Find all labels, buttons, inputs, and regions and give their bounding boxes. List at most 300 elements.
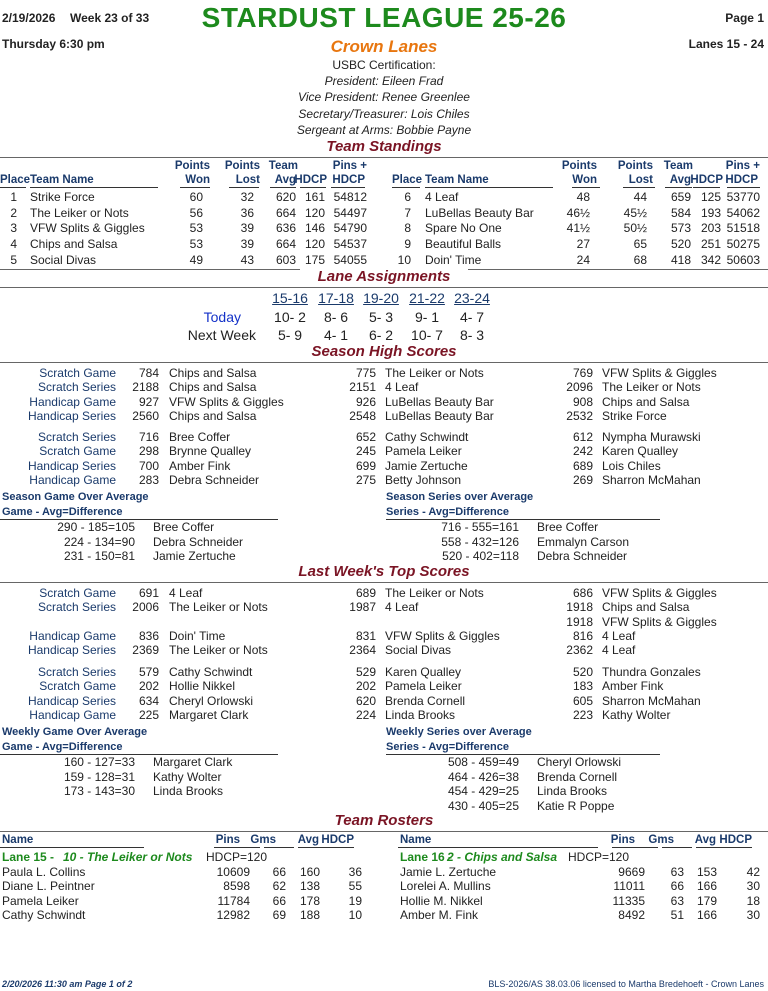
score-name: The Leiker or Nots bbox=[169, 643, 268, 658]
roster-header-name: Name bbox=[2, 834, 34, 846]
roster-player-avg: 188 bbox=[299, 908, 320, 923]
standing-lost: 39 bbox=[240, 221, 254, 236]
series-over-calc: 430 - 405=25 bbox=[447, 798, 519, 813]
standing-place: 6 bbox=[404, 190, 411, 204]
header-underline bbox=[331, 187, 365, 188]
header-underline bbox=[270, 187, 296, 188]
score-label: Scratch Game bbox=[39, 679, 116, 694]
score-name: Social Divas bbox=[385, 643, 452, 658]
last-week-title: Last Week's Top Scores bbox=[298, 563, 470, 580]
score-value: 224 bbox=[355, 707, 376, 722]
roster-header-avg: Avg bbox=[694, 834, 716, 846]
standing-won: 53 bbox=[189, 237, 203, 252]
header-underline bbox=[264, 847, 294, 848]
score-value: 1987 bbox=[349, 600, 376, 615]
standing-won: 46½ bbox=[566, 205, 590, 220]
game-over-calc: 231 - 150=81 bbox=[63, 549, 135, 564]
roster-player-hdcp: 55 bbox=[348, 879, 362, 894]
standing-avg: 664 bbox=[275, 237, 296, 252]
score-name: Debra Schneider bbox=[169, 472, 260, 487]
lanes-range: Lanes 15 - 24 bbox=[688, 37, 764, 51]
standing-team: Beautiful Balls bbox=[425, 237, 502, 252]
standing-hdcp: 120 bbox=[304, 237, 325, 252]
standing-place: 8 bbox=[404, 221, 411, 236]
header-underline bbox=[229, 187, 259, 188]
game-over-calc: 159 - 128=31 bbox=[63, 769, 135, 784]
officer-line: USBC Certification: bbox=[332, 58, 436, 72]
roster-player-pins: 11335 bbox=[612, 893, 645, 908]
roster-player-pins: 11011 bbox=[613, 879, 645, 894]
header-place: Place bbox=[392, 174, 423, 186]
series-over-name: Cheryl Orlowski bbox=[537, 755, 622, 769]
standing-place: 2 bbox=[10, 205, 17, 220]
roster-header-hdcp: HDCP bbox=[321, 834, 354, 846]
score-value: 652 bbox=[355, 430, 376, 444]
score-label: Scratch Game bbox=[39, 366, 116, 380]
roster-player-avg: 153 bbox=[696, 865, 717, 879]
score-name: Doin' Time bbox=[169, 629, 226, 643]
score-name: Nympha Murawski bbox=[602, 430, 701, 444]
score-label: Handicap Series bbox=[27, 643, 116, 658]
score-label: Handicap Game bbox=[29, 629, 116, 643]
score-name: VFW Splits & Giggles bbox=[385, 629, 500, 643]
standing-won: 53 bbox=[189, 221, 203, 236]
score-name: Hollie Nikkel bbox=[169, 679, 236, 694]
standing-pins: 54812 bbox=[333, 190, 367, 204]
roster-team-hdcp: HDCP=120 bbox=[206, 850, 268, 864]
score-name: Chips and Salsa bbox=[169, 380, 257, 395]
score-label: Handicap Game bbox=[29, 472, 116, 487]
roster-player-hdcp: 36 bbox=[348, 865, 362, 879]
header-points-won: Points bbox=[174, 160, 210, 172]
score-value: 2369 bbox=[132, 643, 159, 658]
standing-hdcp: 342 bbox=[700, 252, 721, 267]
score-name: The Leiker or Nots bbox=[385, 366, 484, 380]
divider bbox=[0, 157, 768, 158]
divider bbox=[0, 582, 768, 583]
score-value: 223 bbox=[572, 707, 593, 722]
standing-won: 48 bbox=[576, 190, 590, 204]
game-over-name: Bree Coffer bbox=[153, 520, 215, 534]
officer-line: Vice President: Renee Greenlee bbox=[298, 90, 470, 105]
score-name: Cathy Schwindt bbox=[385, 430, 469, 444]
standing-avg: 620 bbox=[275, 190, 296, 204]
standing-pins: 51518 bbox=[726, 221, 760, 236]
score-label: Scratch Series bbox=[37, 380, 116, 395]
standing-won: 41½ bbox=[566, 221, 590, 236]
game-over-average-title: Season Game Over Average bbox=[2, 491, 149, 503]
score-value: 242 bbox=[572, 444, 593, 459]
standing-team: 4 Leaf bbox=[425, 190, 459, 204]
series-over-calc: 508 - 459=49 bbox=[447, 755, 519, 769]
standing-pins: 50603 bbox=[726, 252, 760, 267]
series-over-name: Brenda Cornell bbox=[537, 769, 618, 784]
game-over-name: Kathy Wolter bbox=[153, 769, 222, 784]
standing-pins: 50275 bbox=[726, 237, 760, 252]
standing-pins: 54790 bbox=[333, 221, 367, 236]
officer-line: Sergeant at Arms: Bobbie Payne bbox=[296, 122, 472, 137]
game-over-calc: 290 - 185=105 bbox=[57, 520, 135, 534]
score-value: 2096 bbox=[566, 380, 593, 395]
week-label: Week 23 of 33 bbox=[70, 11, 150, 25]
score-value: 283 bbox=[138, 472, 159, 487]
score-value: 2188 bbox=[132, 380, 159, 395]
score-value: 579 bbox=[138, 665, 159, 679]
score-value: 520 bbox=[572, 665, 593, 679]
score-label: Scratch Series bbox=[37, 665, 116, 679]
header-team-avg: Team bbox=[268, 160, 298, 172]
roster-player-pins: 12982 bbox=[216, 908, 250, 923]
score-label: Handicap Series bbox=[27, 693, 116, 708]
score-label: Handicap Series bbox=[27, 408, 116, 423]
roster-player-avg: 166 bbox=[696, 879, 717, 894]
score-name: Kathy Wolter bbox=[602, 707, 671, 722]
score-name: Lois Chiles bbox=[602, 458, 661, 473]
today-match: 9- 1 bbox=[414, 309, 440, 325]
score-name: LuBellas Beauty Bar bbox=[385, 408, 494, 423]
next-week-match: 6- 2 bbox=[368, 327, 394, 343]
next-week-match: 10- 7 bbox=[411, 327, 443, 343]
standing-pins: 53770 bbox=[726, 190, 760, 204]
roster-header-pins: Pins bbox=[610, 834, 635, 846]
game-over-name: Debra Schneider bbox=[153, 534, 244, 549]
header-underline bbox=[398, 847, 598, 848]
series-over-average-title: Weekly Series over Average bbox=[386, 726, 532, 738]
score-value: 1918 bbox=[566, 614, 593, 629]
score-name: Sharron McMahan bbox=[602, 472, 701, 487]
header-underline bbox=[693, 187, 720, 188]
officer-line: President: Eileen Frad bbox=[324, 74, 444, 89]
score-name: 4 Leaf bbox=[385, 600, 419, 615]
header-points-lost: Lost bbox=[235, 174, 260, 186]
lane-pair-header: 17-18 bbox=[318, 290, 354, 306]
score-value: 926 bbox=[355, 394, 376, 409]
standing-hdcp: 125 bbox=[700, 190, 721, 204]
standing-place: 10 bbox=[397, 252, 411, 267]
roster-player-hdcp: 19 bbox=[348, 893, 362, 908]
score-label: Scratch Series bbox=[37, 600, 116, 615]
game-over-name: Margaret Clark bbox=[153, 755, 233, 769]
score-name: Thundra Gonzales bbox=[602, 665, 701, 679]
header-pins-hdcp: Pins + bbox=[725, 160, 760, 172]
standing-place: 1 bbox=[10, 190, 17, 204]
next-week-match: 4- 1 bbox=[323, 327, 349, 343]
header-points-lost: Points bbox=[224, 160, 260, 172]
roster-lane: Lane 16 - bbox=[400, 850, 453, 864]
score-name: VFW Splits & Giggles bbox=[602, 366, 717, 380]
score-name: Pamela Leiker bbox=[385, 679, 462, 694]
standing-place: 3 bbox=[10, 221, 17, 236]
header-pins-hdcp: HDCP bbox=[332, 174, 365, 186]
standing-avg: 520 bbox=[670, 237, 691, 252]
score-name: Strike Force bbox=[602, 408, 667, 423]
score-name: Betty Johnson bbox=[385, 472, 462, 487]
standing-won: 27 bbox=[576, 237, 590, 252]
footer-print-info: 2/20/2026 11:30 am Page 1 of 2 bbox=[2, 979, 133, 989]
roster-player-name: Jamie L. Zertuche bbox=[400, 865, 497, 879]
roster-player-pins: 8492 bbox=[618, 908, 645, 923]
score-label: Scratch Game bbox=[39, 586, 116, 600]
today-match: 10- 2 bbox=[274, 309, 306, 325]
score-value: 2560 bbox=[132, 408, 159, 423]
score-value: 298 bbox=[138, 444, 159, 459]
score-value: 836 bbox=[138, 629, 159, 643]
score-name: Amber Fink bbox=[602, 679, 664, 694]
score-value: 769 bbox=[572, 366, 593, 380]
roster-player-pins: 8598 bbox=[223, 879, 250, 894]
score-value: 1918 bbox=[566, 600, 593, 615]
series-over-calc: 454 - 429=25 bbox=[447, 784, 519, 799]
standing-hdcp: 146 bbox=[304, 221, 325, 236]
roster-player-avg: 138 bbox=[299, 879, 320, 894]
score-name: Chips and Salsa bbox=[169, 366, 257, 380]
header-underline bbox=[300, 187, 326, 188]
standing-lost: 44 bbox=[633, 190, 647, 204]
roster-player-pins: 10609 bbox=[216, 865, 250, 879]
roster-player-avg: 179 bbox=[696, 893, 717, 908]
standing-lost: 68 bbox=[633, 252, 647, 267]
game-over-calc: 224 - 134=90 bbox=[63, 534, 135, 549]
score-name: Sharron McMahan bbox=[602, 693, 701, 708]
header-hdcp: HDCP bbox=[294, 174, 327, 186]
header-pins-hdcp: HDCP bbox=[725, 174, 758, 186]
today-match: 5- 3 bbox=[368, 309, 394, 325]
footer-license: BLS-2026/AS 38.03.06 licensed to Martha Bredehoeft - Crown Lanes bbox=[488, 979, 764, 989]
score-name: Brenda Cornell bbox=[385, 693, 466, 708]
score-value: 529 bbox=[355, 665, 376, 679]
score-value: 275 bbox=[355, 472, 376, 487]
score-name: 4 Leaf bbox=[602, 643, 636, 658]
header-team-avg: Avg bbox=[274, 174, 296, 186]
series-over-name: Bree Coffer bbox=[537, 520, 599, 534]
score-name: VFW Splits & Giggles bbox=[602, 586, 717, 600]
game-over-name: Linda Brooks bbox=[153, 784, 224, 799]
header-underline bbox=[392, 187, 420, 188]
standing-place: 9 bbox=[404, 237, 411, 252]
score-value: 183 bbox=[572, 679, 593, 694]
score-name: Chips and Salsa bbox=[169, 408, 257, 423]
score-value: 605 bbox=[572, 693, 593, 708]
header-underline bbox=[623, 187, 655, 188]
score-value: 784 bbox=[138, 366, 159, 380]
score-value: 686 bbox=[572, 586, 593, 600]
series-over-name: Debra Schneider bbox=[537, 549, 628, 564]
standing-team: VFW Splits & Giggles bbox=[30, 221, 145, 236]
roster-player-hdcp: 42 bbox=[746, 865, 760, 879]
today-match: 4- 7 bbox=[459, 309, 485, 325]
score-value: 225 bbox=[138, 707, 159, 722]
standing-lost: 39 bbox=[240, 237, 254, 252]
roster-player-name: Cathy Schwindt bbox=[2, 908, 86, 923]
roster-header-gms: Gms bbox=[648, 834, 674, 846]
score-name: 4 Leaf bbox=[385, 380, 419, 395]
header-hdcp: HDCP bbox=[690, 174, 723, 186]
score-name: Karen Qualley bbox=[385, 665, 462, 679]
header-points-lost: Points bbox=[617, 160, 653, 172]
header-underline bbox=[180, 187, 210, 188]
today-match: 8- 6 bbox=[323, 309, 349, 325]
header-team-name: Team Name bbox=[425, 174, 489, 186]
league-title: STARDUST LEAGUE 25-26 bbox=[201, 2, 567, 33]
series-over-calc: 716 - 555=161 bbox=[441, 520, 519, 534]
standings-title: Team Standings bbox=[326, 138, 442, 155]
score-name: VFW Splits & Giggles bbox=[602, 614, 717, 629]
standing-lost: 45½ bbox=[623, 205, 647, 220]
score-name: Margaret Clark bbox=[169, 707, 249, 722]
header-underline bbox=[0, 847, 144, 848]
series-over-average-subtitle: Series - Avg=Difference bbox=[386, 741, 509, 753]
roster-player-pins: 11784 bbox=[217, 893, 250, 908]
roster-player-name: Pamela Leiker bbox=[2, 893, 79, 908]
standing-lost: 43 bbox=[240, 252, 254, 267]
standing-won: 49 bbox=[189, 252, 203, 267]
roster-player-name: Paula L. Collins bbox=[2, 865, 86, 879]
score-label: Handicap Game bbox=[29, 394, 116, 409]
roster-player-name: Lorelei A. Mullins bbox=[400, 879, 491, 894]
score-name: Linda Brooks bbox=[385, 707, 456, 722]
score-value: 269 bbox=[572, 472, 593, 487]
roster-player-games: 66 bbox=[670, 879, 684, 894]
score-name: Amber Fink bbox=[169, 458, 231, 473]
header-pins-hdcp: Pins + bbox=[332, 160, 367, 172]
score-value: 620 bbox=[355, 693, 376, 708]
header-team-avg: Team bbox=[663, 160, 693, 172]
score-value: 689 bbox=[572, 458, 593, 473]
series-over-name: Katie R Poppe bbox=[537, 798, 615, 813]
standing-team: Chips and Salsa bbox=[30, 237, 118, 252]
score-value: 831 bbox=[355, 629, 376, 643]
standing-won: 60 bbox=[189, 190, 203, 204]
standing-place: 7 bbox=[404, 205, 411, 220]
standing-avg: 603 bbox=[275, 252, 296, 267]
header-points-won: Won bbox=[572, 174, 597, 186]
standing-avg: 664 bbox=[275, 205, 296, 220]
rosters-title: Team Rosters bbox=[334, 812, 434, 829]
roster-player-avg: 178 bbox=[299, 893, 320, 908]
roster-player-games: 66 bbox=[272, 893, 286, 908]
roster-team-hdcp: HDCP=120 bbox=[568, 850, 630, 864]
score-label: Handicap Game bbox=[29, 707, 116, 722]
roster-player-games: 62 bbox=[272, 879, 286, 894]
standing-avg: 418 bbox=[670, 252, 691, 267]
score-name: VFW Splits & Giggles bbox=[169, 394, 284, 409]
header-underline bbox=[665, 187, 692, 188]
standing-pins: 54537 bbox=[333, 237, 367, 252]
standing-avg: 659 bbox=[670, 190, 691, 204]
score-name: 4 Leaf bbox=[602, 629, 636, 643]
score-name: The Leiker or Nots bbox=[169, 600, 268, 615]
officer-line: Secretary/Treasurer: Lois Chiles bbox=[298, 106, 470, 121]
score-value: 700 bbox=[138, 458, 159, 473]
roster-player-name: Diane L. Peintner bbox=[2, 879, 95, 894]
header-underline bbox=[214, 847, 260, 848]
standing-pins: 54062 bbox=[726, 205, 760, 220]
standing-team: Doin' Time bbox=[425, 252, 482, 267]
score-value: 716 bbox=[138, 430, 159, 444]
standing-won: 24 bbox=[576, 252, 590, 267]
score-label: Handicap Series bbox=[27, 458, 116, 473]
header-underline bbox=[298, 847, 354, 848]
standing-avg: 573 bbox=[670, 221, 691, 236]
score-name: Chips and Salsa bbox=[602, 394, 690, 409]
roster-header-gms: Gms bbox=[250, 834, 276, 846]
header-underline bbox=[727, 187, 760, 188]
header-place: Place bbox=[0, 174, 31, 186]
lane-pair-header: 15-16 bbox=[272, 290, 308, 306]
standing-lost: 65 bbox=[633, 237, 647, 252]
score-value: 202 bbox=[138, 679, 159, 694]
header-points-won: Won bbox=[185, 174, 210, 186]
divider bbox=[0, 287, 768, 288]
roster-player-hdcp: 10 bbox=[348, 908, 362, 923]
score-name: Brynne Qualley bbox=[169, 444, 252, 459]
header-underline bbox=[612, 847, 658, 848]
score-name: The Leiker or Nots bbox=[602, 380, 701, 395]
header-underline bbox=[662, 847, 692, 848]
report-date: 2/19/2026 bbox=[2, 11, 56, 25]
header-underline bbox=[425, 187, 553, 188]
series-over-average-title: Season Series over Average bbox=[386, 491, 534, 503]
series-over-calc: 520 - 402=118 bbox=[442, 549, 519, 564]
series-over-calc: 558 - 432=126 bbox=[441, 534, 519, 549]
game-over-average-title: Weekly Game Over Average bbox=[2, 726, 148, 738]
standing-team: The Leiker or Nots bbox=[30, 205, 129, 220]
standing-avg: 584 bbox=[670, 205, 691, 220]
standing-hdcp: 161 bbox=[304, 190, 325, 204]
standing-hdcp: 120 bbox=[304, 205, 325, 220]
standing-team: LuBellas Beauty Bar bbox=[425, 205, 534, 220]
standing-avg: 636 bbox=[275, 221, 296, 236]
standing-pins: 54055 bbox=[333, 252, 367, 267]
standing-hdcp: 175 bbox=[304, 252, 325, 267]
center-name: Crown Lanes bbox=[330, 37, 438, 56]
day-time: Thursday 6:30 pm bbox=[2, 37, 105, 51]
header-underline bbox=[30, 187, 158, 188]
header-points-lost: Lost bbox=[628, 174, 653, 186]
score-name: The Leiker or Nots bbox=[385, 586, 484, 600]
lanes-title: Lane Assignments bbox=[300, 268, 468, 285]
roster-player-games: 63 bbox=[670, 893, 684, 908]
game-over-average-subtitle: Game - Avg=Difference bbox=[2, 741, 123, 753]
roster-header-pins: Pins bbox=[215, 834, 240, 846]
standing-place: 5 bbox=[10, 252, 17, 267]
score-label: Scratch Series bbox=[37, 430, 116, 444]
standing-hdcp: 203 bbox=[700, 221, 721, 236]
header-points-won: Points bbox=[561, 160, 597, 172]
header-team-name: Team Name bbox=[30, 174, 94, 186]
page-number: Page 1 bbox=[725, 11, 764, 25]
score-value: 634 bbox=[138, 693, 159, 708]
next-week-match: 8- 3 bbox=[459, 327, 485, 343]
roster-header-avg: Avg bbox=[297, 834, 319, 846]
next-week-match: 5- 9 bbox=[277, 327, 303, 343]
roster-player-hdcp: 30 bbox=[746, 908, 760, 923]
score-value: 816 bbox=[572, 629, 593, 643]
standing-team: Spare No One bbox=[425, 221, 502, 236]
divider bbox=[0, 362, 768, 363]
game-over-calc: 173 - 143=30 bbox=[63, 784, 135, 799]
roster-player-games: 69 bbox=[272, 908, 286, 923]
score-value: 245 bbox=[355, 444, 376, 459]
score-name: Jamie Zertuche bbox=[385, 458, 468, 473]
lane-pair-header: 21-22 bbox=[409, 290, 445, 306]
series-over-average-subtitle: Series - Avg=Difference bbox=[386, 506, 509, 518]
series-over-name: Linda Brooks bbox=[537, 784, 608, 799]
roster-player-name: Hollie M. Nikkel bbox=[400, 893, 483, 908]
score-value: 2548 bbox=[349, 408, 376, 423]
header-team-avg: Avg bbox=[669, 174, 691, 186]
score-value: 2364 bbox=[349, 643, 376, 658]
